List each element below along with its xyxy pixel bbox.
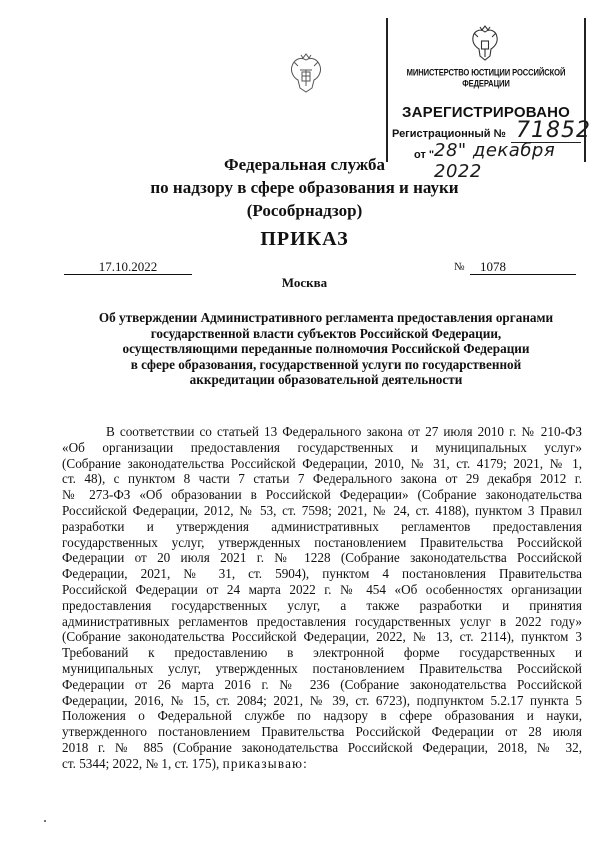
body-line: разработки и утверждения административных регламентов предоставления [62,518,582,534]
agency-line-3: (Рособрнадзор) [246,201,363,220]
body-line: Положения о Федеральной службе по надзору в сфере образования и науки, [62,708,582,724]
subject-line: в сфере образования, государственной услуги по государственной [130,356,522,372]
stamp-reg-number-label: Регистрационный № [392,128,506,140]
body-line: административных регламентов предоставления государственных услуг в 2022 году» [62,613,582,629]
stamp-ministry-name: МИНИСТЕРСТВО ЮСТИЦИИ РОССИЙСКОЙ ФЕДЕРАЦИИ [406,67,566,89]
coat-of-arms-emblem [286,52,326,96]
order-number: 1078 [470,259,576,275]
body-line: Федерации, 2021, № 31, ст. 5904), пунктом 4 постановления Правительства [62,566,582,582]
agency-line-2: по надзору в сфере образования и науки [150,178,459,197]
body-line: (Собрание законодательства Российской Федерации, 2022, № 13, ст. 2114), пунктом 3 [62,629,582,645]
body-line: В соответствии со статьей 13 Федерального закона от 27 июля 2010 г. № 210-ФЗ [106,424,582,439]
body-line: предоставления государственных услуг, а также разработки и принятия [62,597,582,613]
document-type-title: ПРИКАЗ [260,228,349,250]
stamp-emblem-icon [468,24,502,64]
body-line: утвержденного постановлением Правительства Российской Федерации от 28 июля [62,724,582,740]
body-line: Российской Федерации от 24 марта 2022 г. № 454 «Об особенностях организации [62,581,582,597]
closing-word: приказываю: [222,755,309,771]
body-line: 2018 г. № 885 (Собрание законодательства Российской Федерации, 2018, № 32, [62,739,582,755]
subject-line: государственной власти субъектов Российской Федерации, [150,325,502,341]
agency-name [0,153,609,222]
order-date: 17.10.2022 [64,259,192,275]
body-line: Российской Федерации, 2012, № 53, ст. 7598; 2021, № 24, ст. 4188), пунктом 3 Правил [62,502,582,518]
body-line: государственных услуг, утвержденных постановлением Правительства Российской [62,534,582,550]
subject-line: осуществляющими переданные полномочия Российской Федерации [122,341,530,357]
body-line: муниципальных услуг, утвержденных постановлением Правительства Российской [62,660,582,676]
stamp-registered-label: ЗАРЕГИСТРИРОВАНО [401,104,571,121]
body-line: Требований к предоставлению в электронной форме государственных и [62,645,582,661]
stamp-date-prefix: от " [414,149,435,161]
body-line: ст. 48), с пунктом 8 части 7 статьи 7 Федерального закона от 29 декабря 2012 г. [62,471,582,487]
agency-line-1: Федеральная служба [224,155,385,174]
order-body-text [62,424,582,772]
registration-stamp [386,18,591,182]
body-line: Федерации от 26 марта 2016 г. № 236 (Собрание законодательства Российской [62,676,582,692]
stamp-date-handwritten: 28" декабря 2022 [434,140,556,182]
subject-line: Об утверждении Административного регламента предоставления органами [98,310,554,325]
city-name: Москва [281,275,328,290]
order-subject [70,310,582,388]
body-line: № 273-ФЗ «Об образовании в Российской Федерации» (Собрание законодательства [62,487,582,503]
subject-line: аккредитации образовательной деятельности [189,372,463,388]
body-line: Федерации, 2016, № 15, ст. 2084; 2021, № 39, ст. 6723), подпунктом 5.2.17 пункта 5 [62,692,582,708]
body-line: «Об организации предоставления государственных и муниципальных услуг» [62,439,582,455]
body-line: Федерации от 20 июля 2021 г. № 1228 (Собрание законодательства Российской [62,550,582,566]
scan-speck [44,820,46,822]
stamp-reg-number: 71852 [516,118,591,143]
order-number-label: № [454,261,465,273]
body-line: (Собрание законодательства Российской Федерации, 2010, № 31, ст. 4179; 2021, № 1, [62,455,582,471]
body-line: ст. 5344; 2022, № 1, ст. 175), приказываю: [62,755,309,771]
